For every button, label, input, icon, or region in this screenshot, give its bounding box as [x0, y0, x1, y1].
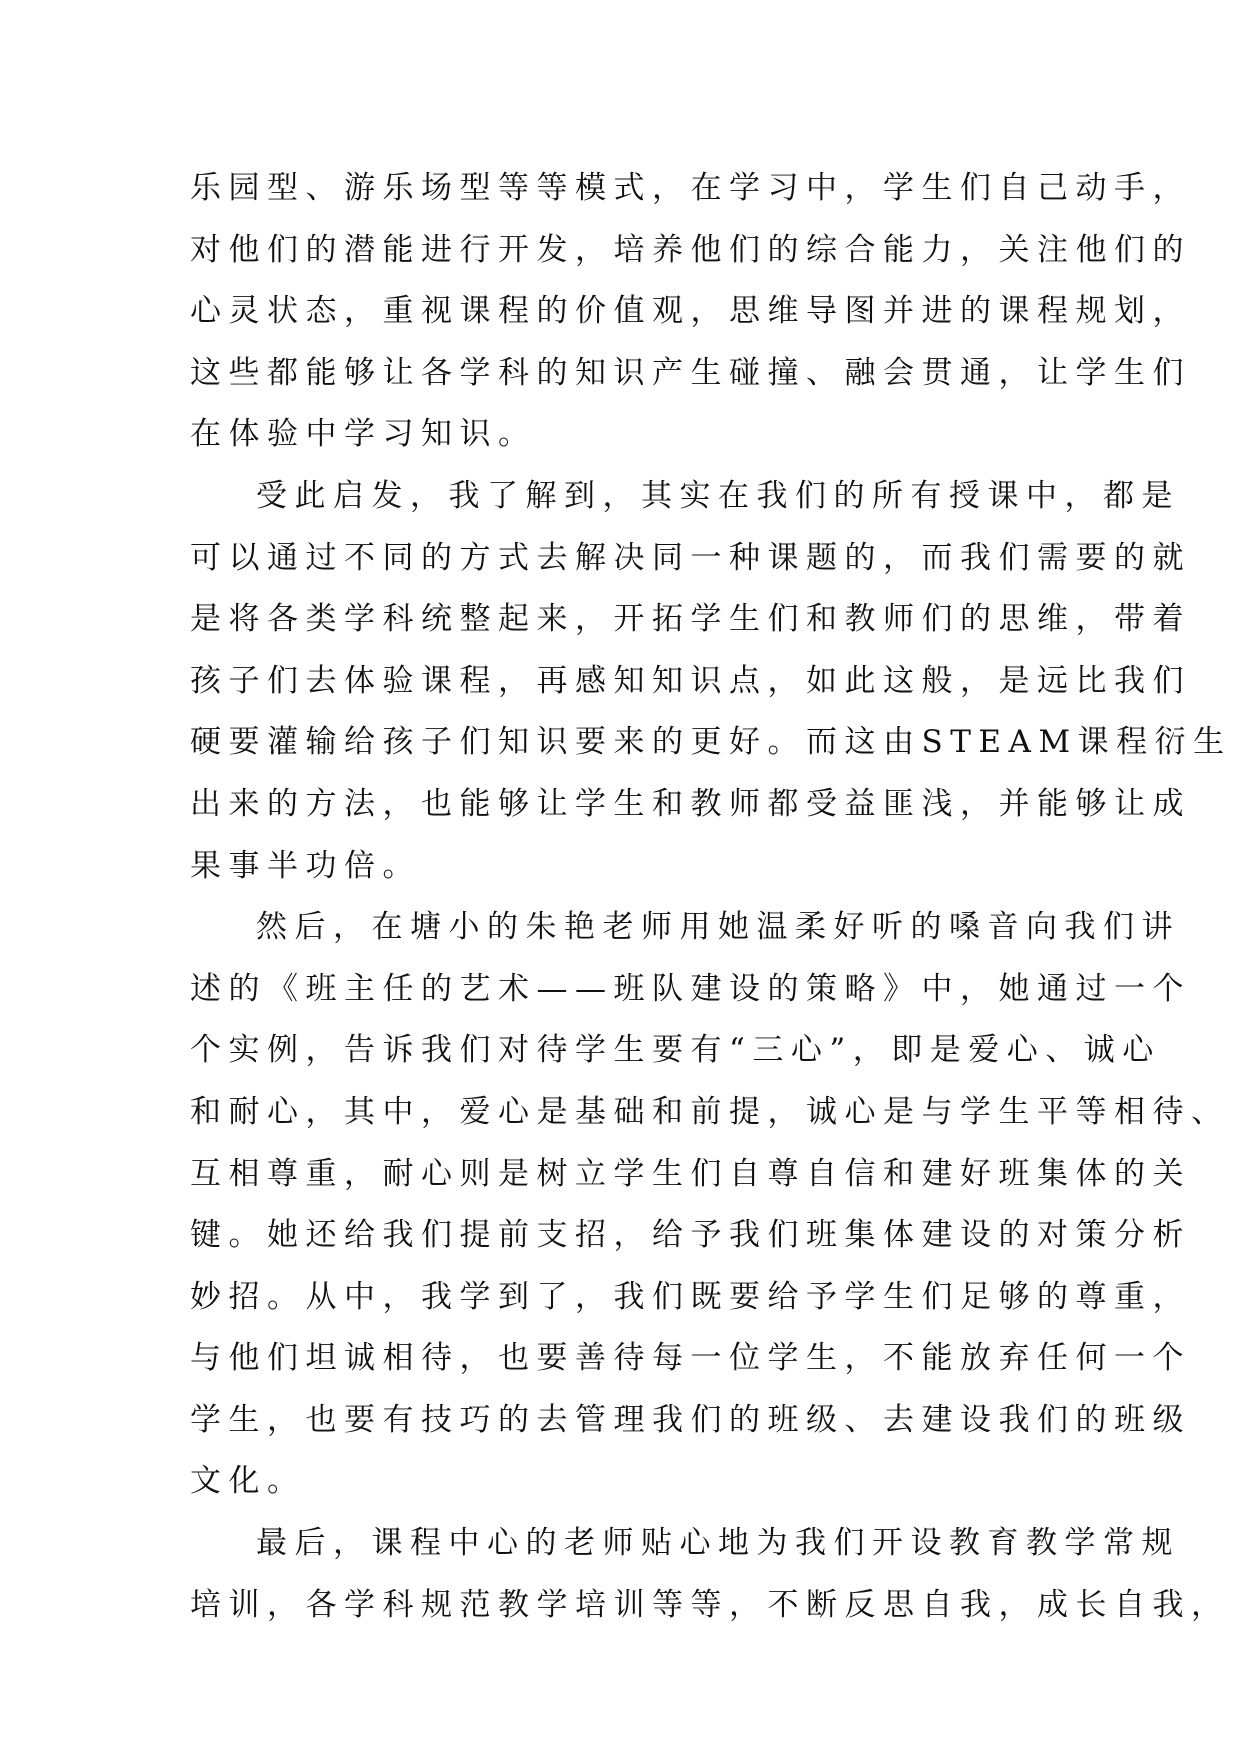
paragraph	[190, 897, 1230, 1513]
text-line: 学生，也要有技巧的去管理我们的班级、去建设我们的班级	[190, 1401, 1191, 1438]
text-line: 硬要灌输给孩子们知识要来的更好。而这由STEAM课程衍生	[190, 724, 1232, 761]
text-line: 在体验中学习知识。	[190, 416, 537, 453]
text-line: 可以通过不同的方式去解决同一种课题的，而我们需要的就	[190, 539, 1191, 576]
text-line: 果事半功倍。	[190, 847, 421, 884]
text-line: 与他们坦诚相待，也要善待每一位学生，不能放弃任何一个	[190, 1340, 1191, 1377]
text-line: 个实例，告诉我们对待学生要有“三心”，即是爱心、诚心	[190, 1032, 1161, 1069]
text-line: 述的《班主任的艺术——班队建设的策略》中，她通过一个	[190, 970, 1191, 1007]
text-line: 是将各类学科统整起来，开拓学生们和教师们的思维，带着	[190, 601, 1191, 638]
text-line: 受此启发，我了解到，其实在我们的所有授课中，都是	[256, 477, 1180, 514]
paragraph	[190, 466, 1232, 897]
text-line: 和耐心，其中，爱心是基础和前提，诚心是与学生平等相待、	[190, 1093, 1230, 1130]
text-line: 然后，在塘小的朱艳老师用她温柔好听的嗓音向我们讲	[256, 909, 1180, 946]
document-body	[190, 158, 1232, 1636]
paragraph	[190, 1513, 1230, 1636]
text-line: 乐园型、游乐场型等等模式，在学习中，学生们自己动手，	[190, 170, 1191, 206]
text-line: 对他们的潜能进行开发，培养他们的综合能力，关注他们的	[190, 231, 1191, 268]
text-line: 互相尊重，耐心则是树立学生们自尊自信和建好班集体的关	[190, 1155, 1191, 1192]
text-line: 键。她还给我们提前支招，给予我们班集体建设的对策分析	[190, 1217, 1191, 1254]
text-line: 出来的方法，也能够让学生和教师都受益匪浅，并能够让成	[190, 785, 1191, 822]
paragraph	[190, 158, 1191, 466]
text-line: 心灵状态，重视课程的价值观，思维导图并进的课程规划，	[190, 293, 1191, 330]
text-line: 孩子们去体验课程，再感知知识点，如此这般，是远比我们	[190, 662, 1191, 699]
text-line: 最后，课程中心的老师贴心地为我们开设教育教学常规	[256, 1525, 1180, 1562]
text-line: 文化。	[190, 1463, 306, 1500]
text-line: 培训，各学科规范教学培训等等，不断反思自我，成长自我，	[190, 1586, 1230, 1623]
text-line: 这些都能够让各学科的知识产生碰撞、融会贯通，让学生们	[190, 354, 1191, 391]
text-line: 妙招。从中，我学到了，我们既要给予学生们足够的尊重，	[190, 1278, 1191, 1315]
